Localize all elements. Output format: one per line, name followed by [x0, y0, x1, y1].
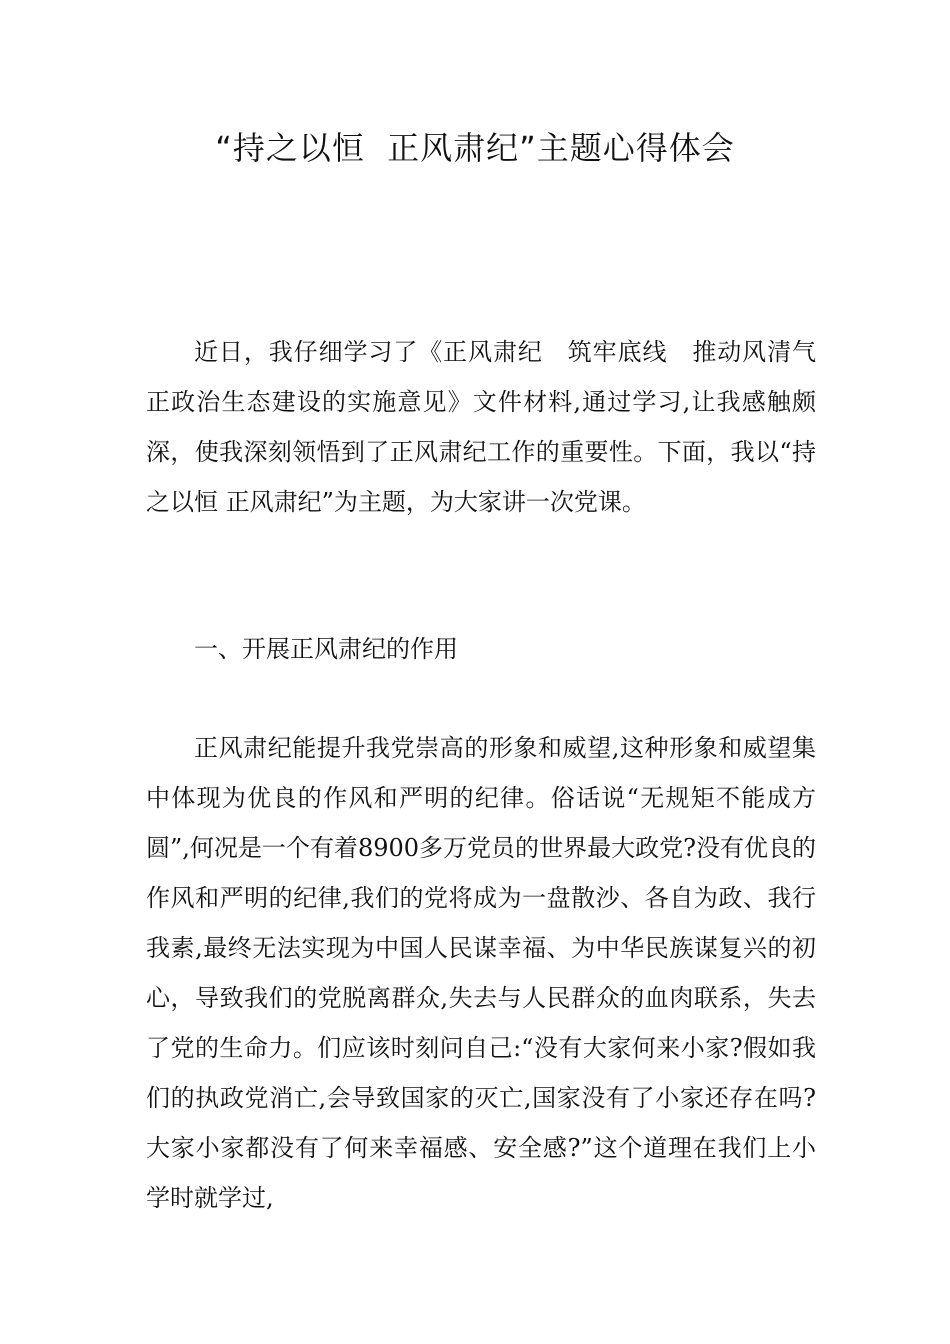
- paragraph-intro: 近日，我仔细学习了《正风肃纪 筑牢底线 推动风清气正政治生态建设的实施意见》文件材料,通过学习,让我感触颇深，使我深刻领悟到了正风肃纪工作的重要性。下面，我以“持之以恒 正风肃纪”为主题，为大家讲一次党课。: [146, 338, 816, 516]
- section-heading-container: [146, 624, 816, 674]
- document-title: “持之以恒 正风肃纪”主题心得体会: [215, 129, 735, 167]
- paragraph-body: 正风肃纪能提升我党崇高的形象和威望,这种形象和威望集中体现为优良的作风和严明的纪律。俗话说“无规矩不能成方圆”,何况是一个有着8900多万党员的世界最大政党?没有优良的作风和严明的纪律,我们的党将成为一盘散沙、各自为政、我行我素,最终无法实现为中国人民谋幸福、为中华民族谋复兴的初心，导致我们的党脱离群众,失去与人民群众的血肉联系，失去了党的生命力。们应该时刻问自己:“没有大家何来小家?假如我们的执政党消亡,会导致国家的灭亡,国家没有了小家还存在吗?大家小家都没有了何来幸福感、安全感?”这个道理在我们上小学时就学过,: [146, 734, 816, 1212]
- paragraph-body-container: [146, 723, 816, 1223]
- paragraph-intro-container: [146, 327, 816, 527]
- section-heading-1: 一、开展正风肃纪的作用: [194, 635, 458, 663]
